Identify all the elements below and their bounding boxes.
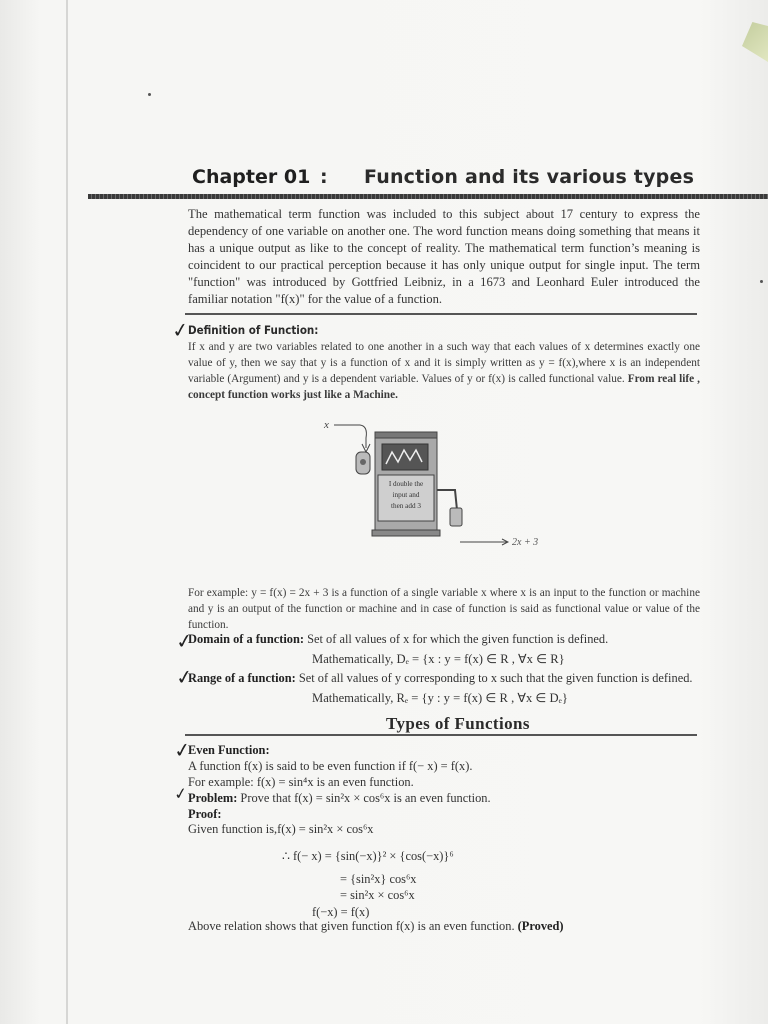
definition-text: If x and y are two variables related to one another in a such way that each values of x determines exactly one value of y, then we say that y is a function of x and it is simply written as y = f(x),where x is an independent variable (Argument) and y is a dependent variable. Values of y or f(x) is called functional value. xyxy=(188,341,700,385)
problem-label: Problem: xyxy=(188,791,238,805)
machine-base xyxy=(372,530,440,536)
even-function-heading-line xyxy=(188,743,708,758)
handwritten-check-mark: ✓ xyxy=(174,663,195,691)
output-nozzle xyxy=(450,508,462,526)
range-text: Set of all values of y corresponding to x such that the given function is defined. xyxy=(295,671,693,685)
handwritten-check-mark: ✓ xyxy=(172,736,193,764)
range-label: Range of a function: xyxy=(188,671,296,685)
proof-step-4: f(−x) = f(x) xyxy=(312,905,370,919)
screen-text-line: I double the input and then add 3 xyxy=(388,480,424,510)
even-function-heading: Even Function: xyxy=(188,743,270,757)
range-line xyxy=(188,671,708,686)
proof-given: Given function is,f(x) = sin²x × cos⁶x xyxy=(188,822,374,836)
chapter-title: Function and its various types xyxy=(364,166,695,188)
chapter-colon: : xyxy=(320,166,328,188)
problem-line xyxy=(188,791,708,806)
even-definition-line: A function f(x) is said to be even function if f(− x) = f(x). xyxy=(188,759,473,773)
proof-step-3: = sin²x × cos⁶x xyxy=(340,888,415,902)
proof-label: Proof: xyxy=(188,807,222,821)
proof-step-1: ∴ f(− x) = {sin(−x)}² × {cos(−x)}⁶ xyxy=(282,849,454,863)
domain-line xyxy=(188,632,708,647)
proof-step-2: = {sin²x} cos⁶x xyxy=(340,872,417,886)
function-machine-illustration xyxy=(320,418,540,550)
proved-label: (Proved) xyxy=(517,919,564,933)
definition-heading: Definition of Function: xyxy=(188,323,319,337)
types-rule xyxy=(185,734,697,736)
even-example-line: For example: f(x) = sin⁴x is an even function. xyxy=(188,775,414,789)
definition-bold-text: From real life , concept function works just like a Machine. xyxy=(188,373,701,401)
nozzle-knob xyxy=(360,459,366,465)
output-hose xyxy=(437,490,457,510)
intro-text: The mathematical term function was included to this subject about 17 century to express the dependency of one variable on another one. The word function means doing something that means it has a unique output as like to the concept of reality. The mathematical term function’s meaning is coincident to our practical perception because it has only unique output for single input. The term "function" was introduced by Gottfried Leibniz, in a 1673 and Leonhard Euler introduced the familiar notation "f(x)" for the value of a function. xyxy=(188,207,700,306)
machine-top xyxy=(375,432,437,438)
types-of-functions-heading: Types of Functions xyxy=(386,714,530,733)
handwritten-check-mark: ✓ xyxy=(174,627,195,655)
machine-input-label: x xyxy=(324,419,329,431)
conclusion-line xyxy=(188,919,708,934)
domain-label: Domain of a function: xyxy=(188,632,304,646)
example-text: For example: y = f(x) = 2x + 3 is a function of a single variable x where x is an input to the function or machine and y is an output of the function or machine and in case of function is said as functional value or value of the function. xyxy=(188,587,700,631)
chapter-heading xyxy=(192,166,712,196)
handwritten-check-mark: ✓ xyxy=(172,783,189,804)
section-rule xyxy=(185,313,697,315)
page-edge-shadow xyxy=(66,0,68,1024)
intro-paragraph xyxy=(188,206,700,308)
scan-speck xyxy=(148,93,151,96)
domain-math: Mathematically, Dₑ = {x : y = f(x) ∈ R , ∀x ∈ R} xyxy=(312,652,565,666)
definition-paragraph xyxy=(188,339,700,403)
scan-speck xyxy=(760,280,763,283)
corner-sticky-tab xyxy=(742,22,768,62)
chapter-number: Chapter 01 xyxy=(192,166,311,188)
example-paragraph xyxy=(188,585,700,633)
domain-text: Set of all values of x for which the given function is defined. xyxy=(304,632,609,646)
machine-output-label: 2x + 3 xyxy=(512,537,539,548)
input-wire xyxy=(334,425,366,448)
range-math: Mathematically, Rₑ = {y : y = f(x) ∈ R , ∀x ∈ Dₑ} xyxy=(312,691,568,705)
problem-text: Prove that f(x) = sin²x × cos⁶x is an even function. xyxy=(237,791,491,805)
conclusion-text: Above relation shows that given function f(x) is an even function. xyxy=(188,919,518,933)
chapter-rule xyxy=(88,194,768,199)
handwritten-check-mark: ✓ xyxy=(170,316,191,344)
proof-label-line xyxy=(188,807,708,822)
